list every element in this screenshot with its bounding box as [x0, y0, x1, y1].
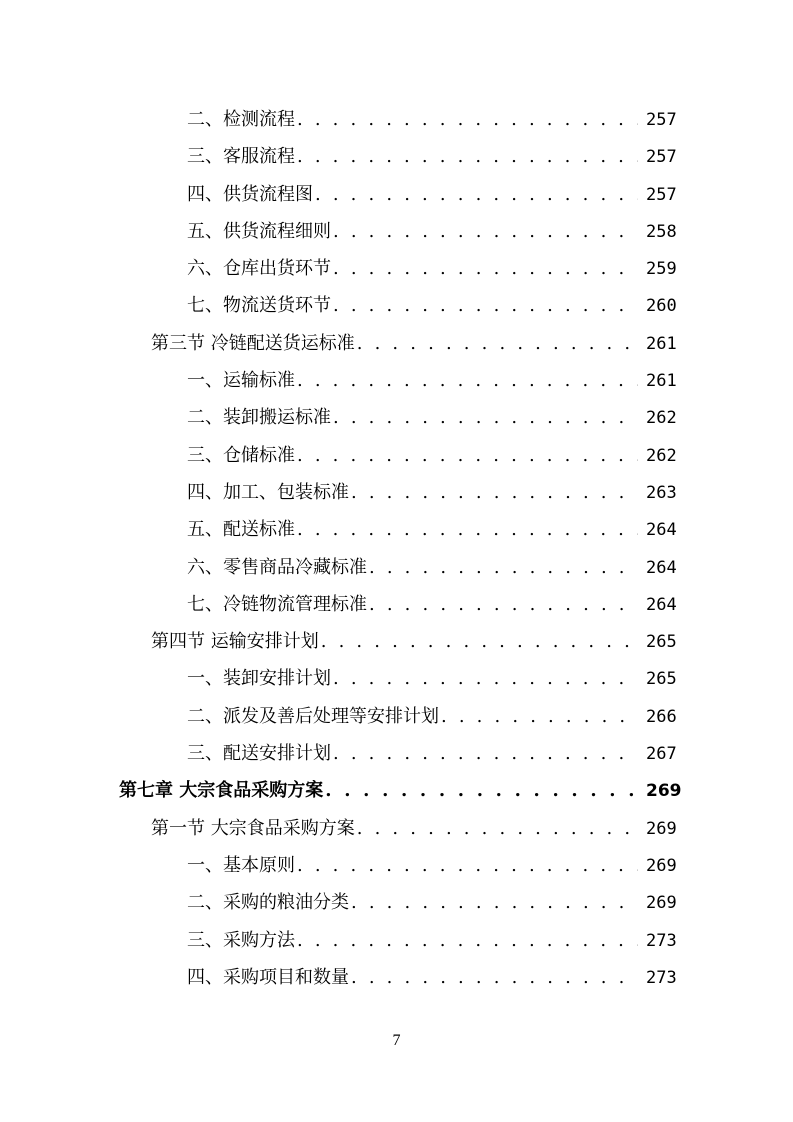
toc-entry-page: 262 [646, 408, 677, 429]
page-number: 7 [392, 1032, 401, 1049]
toc-entry-title: 五、供货流程细则 [187, 220, 331, 242]
dot-leader [333, 213, 638, 250]
toc-entry-item[interactable] [187, 101, 677, 139]
toc-row [0, 549, 793, 586]
toc-entry-title: 二、采购的粮油分类 [187, 892, 349, 914]
toc-row [0, 474, 793, 511]
toc-entry-item[interactable] [187, 698, 677, 736]
toc-entry-item[interactable] [187, 474, 677, 512]
toc-entry-section[interactable] [151, 325, 677, 363]
toc-entry-page: 265 [646, 632, 677, 653]
dot-leader [333, 250, 638, 287]
toc-entry-page: 264 [646, 594, 677, 615]
toc-entry-item[interactable] [187, 922, 677, 960]
dot-leader [297, 511, 638, 548]
toc-entry-title: 一、运输标准 [187, 370, 295, 392]
dot-leader [351, 959, 638, 996]
toc-row [0, 810, 793, 847]
toc-row [0, 735, 793, 772]
toc-entry-title: 四、供货流程图 [187, 183, 313, 205]
toc-row [0, 138, 793, 175]
toc-row [0, 287, 793, 324]
toc-row [0, 101, 793, 138]
toc-entry-item[interactable] [187, 959, 677, 997]
toc-entry-page: 269 [646, 893, 677, 914]
toc-row [0, 884, 793, 921]
toc-entry-item[interactable] [187, 362, 677, 400]
toc-entry-title: 第七章 大宗食品采购方案 [119, 780, 324, 802]
dot-leader [297, 101, 638, 138]
toc-entry-page: 261 [646, 333, 677, 354]
toc-entry-page: 269 [646, 781, 682, 802]
toc-row [0, 922, 793, 959]
toc-entry-page: 262 [646, 445, 677, 466]
toc-entry-page: 273 [646, 930, 677, 951]
toc-entry-page: 269 [646, 818, 677, 839]
toc-entry-item[interactable] [187, 735, 677, 773]
toc-row [0, 213, 793, 250]
dot-leader [333, 735, 638, 772]
toc-entry-title: 四、加工、包装标准 [187, 481, 349, 503]
toc-row [0, 325, 793, 362]
dot-leader [351, 474, 638, 511]
toc-entry-title: 三、仓储标准 [187, 444, 295, 466]
dot-leader [297, 847, 638, 884]
dot-leader [441, 698, 638, 735]
toc-entry-item[interactable] [187, 138, 677, 176]
dot-leader [321, 623, 638, 660]
toc-row [0, 959, 793, 996]
toc-entry-page: 263 [646, 482, 677, 503]
toc-row [0, 362, 793, 399]
toc-row [0, 250, 793, 287]
toc-row [0, 176, 793, 213]
toc-entry-title: 三、采购方法 [187, 929, 295, 951]
dot-leader [297, 138, 638, 175]
toc-row [0, 586, 793, 623]
toc-entry-title: 一、基本原则 [187, 854, 295, 876]
toc-entry-title: 三、配送安排计划 [187, 743, 331, 765]
toc-entry-item[interactable] [187, 399, 677, 437]
table-of-contents [0, 101, 793, 996]
toc-row [0, 399, 793, 436]
toc-row [0, 660, 793, 697]
toc-entry-item[interactable] [187, 586, 677, 624]
toc-entry-item[interactable] [187, 884, 677, 922]
toc-entry-chapter[interactable] [119, 772, 682, 810]
dot-leader [297, 362, 638, 399]
toc-row [0, 623, 793, 660]
toc-entry-section[interactable] [151, 623, 677, 661]
toc-entry-item[interactable] [187, 549, 677, 587]
toc-entry-title: 七、冷链物流管理标准 [187, 593, 367, 615]
toc-entry-item[interactable] [187, 176, 677, 214]
toc-entry-item[interactable] [187, 511, 677, 549]
toc-entry-title: 二、装卸搬运标准 [187, 407, 331, 429]
dot-leader [297, 922, 638, 959]
toc-entry-page: 269 [646, 855, 677, 876]
toc-entry-title: 三、客服流程 [187, 146, 295, 168]
toc-entry-page: 257 [646, 147, 677, 168]
toc-entry-page: 265 [646, 669, 677, 690]
toc-entry-page: 261 [646, 371, 677, 392]
toc-entry-item[interactable] [187, 847, 677, 885]
toc-entry-title: 二、检测流程 [187, 109, 295, 130]
toc-entry-title: 第四节 运输安排计划 [151, 631, 319, 653]
dot-leader [351, 884, 638, 921]
toc-entry-title: 五、配送标准 [187, 519, 295, 541]
toc-entry-item[interactable] [187, 437, 677, 475]
dot-leader [333, 399, 638, 436]
toc-entry-title: 四、采购项目和数量 [187, 966, 349, 988]
dot-leader [315, 176, 638, 213]
toc-entry-title: 二、派发及善后处理等安排计划 [187, 705, 439, 727]
toc-row [0, 847, 793, 884]
dot-leader [333, 660, 638, 697]
toc-entry-page: 267 [646, 744, 677, 765]
dot-leader [357, 325, 638, 362]
toc-row [0, 772, 793, 809]
toc-entry-page: 257 [646, 110, 677, 130]
toc-entry-item[interactable] [187, 250, 677, 288]
toc-entry-page: 257 [646, 184, 677, 205]
toc-entry-title: 六、仓库出货环节 [187, 258, 331, 280]
toc-entry-page: 264 [646, 520, 677, 541]
toc-entry-title: 一、装卸安排计划 [187, 668, 331, 690]
toc-entry-page: 260 [646, 296, 677, 317]
toc-entry-title: 第三节 冷链配送货运标准 [151, 332, 355, 354]
dot-leader [357, 810, 638, 847]
dot-leader [325, 772, 638, 809]
toc-entry-section[interactable] [151, 810, 677, 848]
toc-entry-page: 264 [646, 557, 677, 578]
toc-row [0, 437, 793, 474]
dot-leader [369, 586, 638, 623]
toc-entry-page: 266 [646, 706, 677, 727]
toc-entry-title: 六、零售商品冷藏标准 [187, 556, 367, 578]
toc-entry-title: 七、物流送货环节 [187, 295, 331, 317]
dot-leader [333, 287, 638, 324]
toc-row [0, 511, 793, 548]
toc-entry-item[interactable] [187, 660, 677, 698]
toc-row [0, 698, 793, 735]
dot-leader [369, 549, 638, 586]
toc-entry-item[interactable] [187, 287, 677, 325]
toc-entry-page: 259 [646, 259, 677, 280]
dot-leader [297, 437, 638, 474]
toc-entry-title: 第一节 大宗食品采购方案 [151, 817, 355, 839]
toc-entry-page: 273 [646, 967, 677, 988]
toc-entry-page: 258 [646, 221, 677, 242]
toc-entry-item[interactable] [187, 213, 677, 251]
